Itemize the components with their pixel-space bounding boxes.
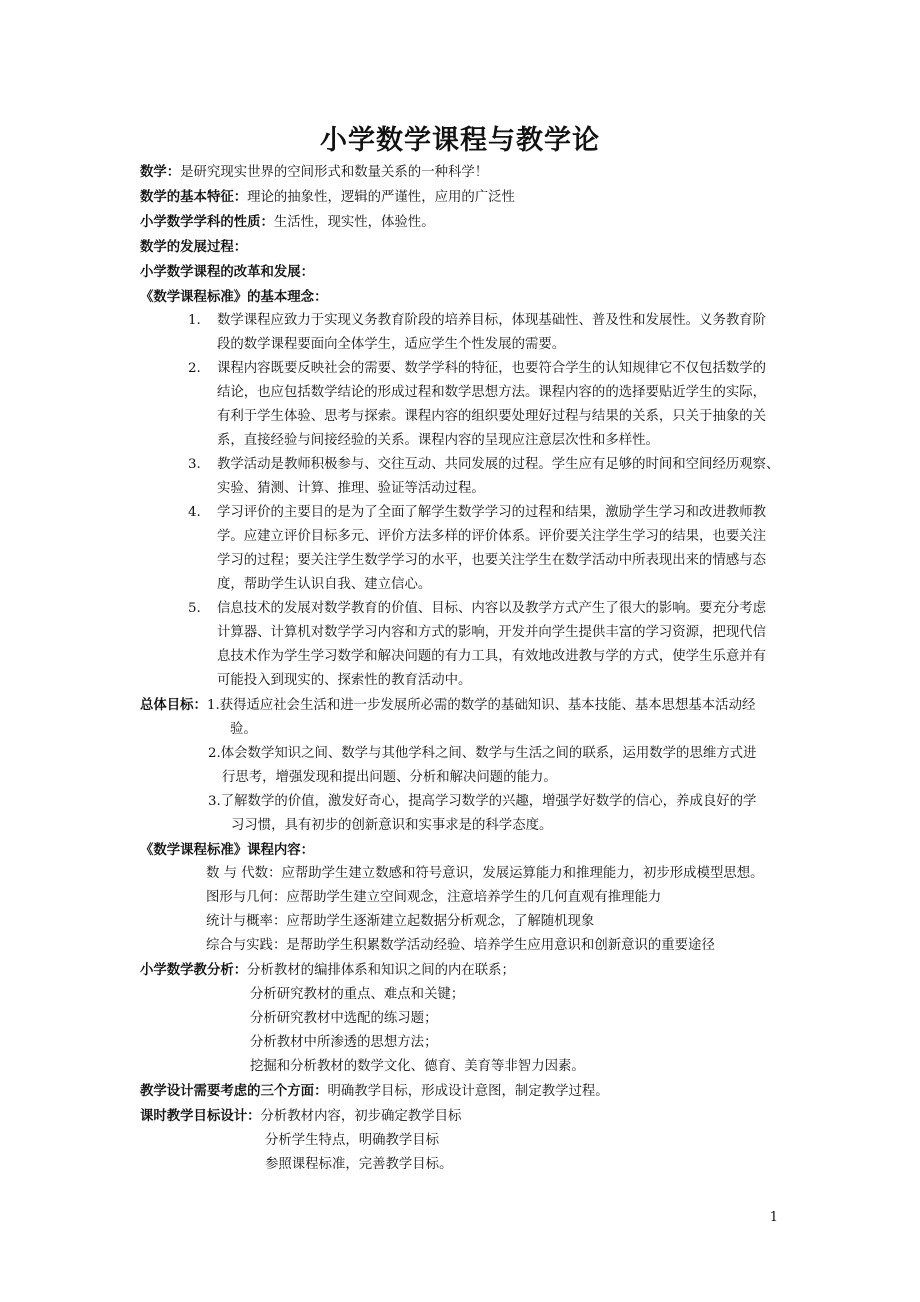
definition-term: 数学的发展过程： xyxy=(140,239,248,255)
lesson-term: 课时教学目标设计： xyxy=(140,1108,261,1124)
definition-nature xyxy=(140,210,788,235)
goal-line: 1.获得适应社会生活和进一步发展所必需的数学的基础知识、基本技能、基本思想基本活动经 xyxy=(206,698,756,713)
item-line: 课程内容既要反映社会的需要、数学学科的特征，也要符合学生的认知规律它不仅包括数学的 xyxy=(217,361,767,376)
item-line: 段的数学课程要面向全体学生，适应学生个性发展的需要。 xyxy=(217,337,566,352)
content-term: 综合与实践： xyxy=(206,938,287,953)
item-line: 度，帮助学生认识自我、建立信心。 xyxy=(217,577,432,592)
item-line: 结论，也应包括数学结论的形成过程和数学思想方法。课程内容的的选择要贴近学生的实际， xyxy=(217,385,767,400)
list-item xyxy=(140,597,788,693)
list-item xyxy=(140,910,788,934)
lesson-item: 参照课程标准，完善教学目标。 xyxy=(265,1157,453,1172)
content-term: 数 与 代数： xyxy=(206,866,282,881)
item-line: 可能投入到现实的、探索性的教育活动中。 xyxy=(217,673,472,688)
goal-line: 验。 xyxy=(230,722,257,737)
item-line: 信息技术的发展对数学教育的价值、目标、内容以及教学方式产生了很大的影响。要充分考虑 xyxy=(217,601,767,616)
item-line: 系，直接经验与间接经验的关系。课程内容的呈现应注意层次性和多样性。 xyxy=(217,433,659,448)
item-line: 教学活动是教师积极参与、交往互动、共同发展的过程。学生应有足够的时间和空间经历观察、 xyxy=(217,457,780,472)
item-line: 学。应建立评价目标多元、评价方法多样的评价体系。评价要关注学生学习的结果，也要关注 xyxy=(217,529,767,544)
ideas-heading: 《数学课程标准》的基本理念： xyxy=(140,289,328,305)
item-line: 学习的过程；要关注学生数学学习的水平，也要关注学生在数学活动中所表现出来的情感与态 xyxy=(217,553,767,568)
list-item xyxy=(140,862,788,886)
item-number: 3. xyxy=(188,457,201,472)
analysis-term: 小学数学教分析： xyxy=(140,962,248,978)
item-line: 学习评价的主要目的是为了全面了解学生数学学习的过程和结果，激励学生学习和改进教师教 xyxy=(217,505,767,520)
list-item xyxy=(140,886,788,910)
analysis-item: 分析研究教材中选配的练习题； xyxy=(250,1011,438,1026)
definition-term: 小学数学学科的性质： xyxy=(140,214,274,230)
item-number: 1. xyxy=(188,313,201,328)
definition-text: 理论的抽象性，逻辑的严谨性，应用的广泛性 xyxy=(247,190,515,205)
definition-text: 生活性，现实性，体验性。 xyxy=(273,215,435,230)
analysis-section xyxy=(140,958,788,1079)
lesson-item: 分析学生特点，明确教学目标 xyxy=(265,1133,440,1148)
overall-goals xyxy=(140,693,788,838)
item-number: 4. xyxy=(188,505,201,520)
analysis-item: 分析教材中所渗透的思想方法； xyxy=(250,1035,438,1050)
definition-term: 数学的基本特征： xyxy=(140,189,248,205)
goal-line: 2.体会数学知识之间、数学与其他学科之间、数学与生活之间的联系，运用数学的思维方式进 xyxy=(208,746,757,761)
lesson-goals-section xyxy=(140,1104,788,1177)
definition-text: 是研究现实世界的空间形式和数量关系的一种科学！ xyxy=(180,165,489,180)
item-number: 5. xyxy=(188,601,201,616)
goal-line: 行思考，增强发现和提出问题、分析和解决问题的能力。 xyxy=(222,770,557,785)
lesson-item: 分析教材内容，初步确定教学目标 xyxy=(260,1109,462,1124)
definition-reform xyxy=(140,260,788,285)
document-body xyxy=(140,160,788,1177)
content-text: 应帮助学生逐渐建立起数据分析观念，了解随机现象 xyxy=(286,914,595,929)
content-term: 统计与概率： xyxy=(206,914,287,929)
content-heading: 《数学课程标准》课程内容： xyxy=(140,842,315,858)
analysis-item: 挖掘和分析教材的数学文化、德育、美育等非智力因素。 xyxy=(250,1059,585,1074)
definition-term: 小学数学课程的改革和发展： xyxy=(140,264,315,280)
item-line: 息技术作为学生学习数学和解决问题的有力工具，有效地改进教与学的方式，使学生乐意并有 xyxy=(217,649,767,664)
goals-term: 总体目标： xyxy=(140,697,207,713)
item-line: 有利于学生体验、思考与探索。课程内容的组织要处理好过程与结果的关系，只关于抽象的关 xyxy=(217,409,767,424)
item-number: 2. xyxy=(188,361,201,376)
list-item xyxy=(140,501,788,597)
definition-term: 数学： xyxy=(140,164,181,180)
page-title: 小学数学课程与教学论 xyxy=(320,125,600,156)
analysis-item: 分析研究教材的重点、难点和关键； xyxy=(250,987,465,1002)
design-term: 教学设计需要考虑的三个方面： xyxy=(140,1083,328,1099)
definition-features xyxy=(140,185,788,210)
definition-history xyxy=(140,235,788,260)
goal-line: 3.了解数学的价值，激发好奇心，提高学习数学的兴趣，增强学好数学的信心，养成良好的学 xyxy=(208,794,757,809)
design-section xyxy=(140,1079,788,1104)
list-item xyxy=(140,309,788,357)
content-text: 应帮助学生建立空间观念，注意培养学生的几何直观有推理能力 xyxy=(286,890,662,905)
ideas-list xyxy=(140,309,788,693)
list-item xyxy=(140,357,788,453)
content-list xyxy=(140,862,788,958)
content-text: 是帮助学生积累数学活动经验、培养学生应用意识和创新意识的重要途径 xyxy=(286,938,715,953)
item-line: 数学课程应致力于实现义务教育阶段的培养目标，体现基础性、普及性和发展性。义务教育阶 xyxy=(217,313,767,328)
analysis-item: 分析教材的编排体系和知识之间的内在联系； xyxy=(247,963,515,978)
item-line: 实验、猜测、计算、推理、验证等活动过程。 xyxy=(217,481,485,496)
content-term: 图形与几何： xyxy=(206,890,287,905)
design-text: 明确教学目标，形成设计意图，制定教学过程。 xyxy=(327,1084,609,1099)
list-item xyxy=(140,453,788,501)
content-text: 应帮助学生建立数感和符号意识，发展运算能力和推理能力，初步形成模型思想。 xyxy=(281,866,764,881)
list-item xyxy=(140,934,788,958)
item-line: 计算器、计算机对数学学习内容和方式的影响，开发并向学生提供丰富的学习资源，把现代信 xyxy=(217,625,767,640)
definition-math xyxy=(140,160,788,185)
goal-line: 习习惯，具有初步的创新意识和实事求是的科学态度。 xyxy=(231,818,553,833)
page-number: 1 xyxy=(769,1210,778,1225)
